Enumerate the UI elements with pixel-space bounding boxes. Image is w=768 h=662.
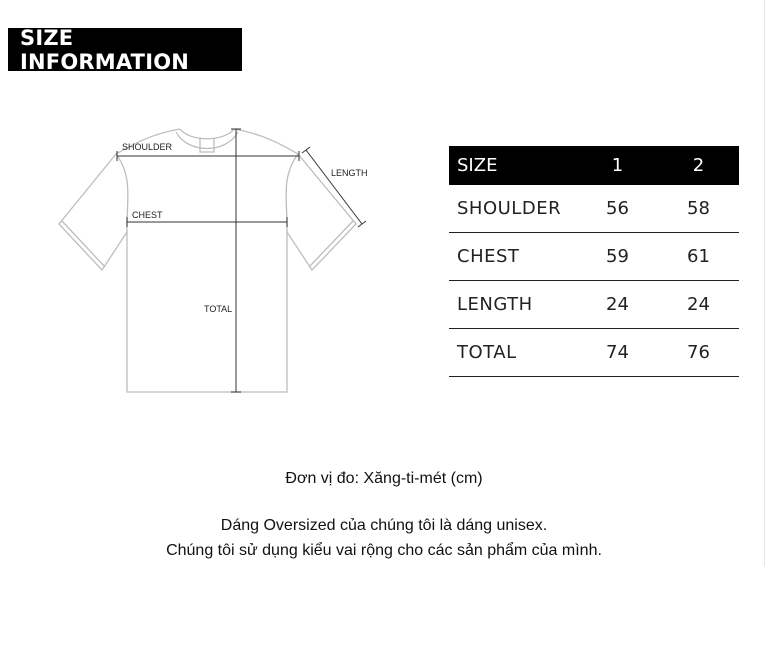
table-row — [449, 185, 739, 233]
diagram-label-shoulder: SHOULDER — [122, 142, 173, 152]
column-header: 2 — [658, 146, 739, 185]
fit-note-line1: Dáng Oversized của chúng tôi là dáng unisex. — [220, 517, 548, 534]
table-row — [449, 329, 739, 377]
tshirt-diagram-svg — [50, 120, 380, 400]
column-header: 1 — [577, 146, 658, 185]
table-cell: 24 — [658, 281, 739, 329]
tshirt-outline — [59, 129, 356, 392]
length-measure-line — [306, 150, 362, 224]
table-cell: 56 — [577, 185, 658, 233]
row-label: TOTAL — [449, 329, 577, 377]
table-cell: 61 — [658, 233, 739, 281]
diagram-label-length: LENGTH — [331, 168, 368, 178]
blank-footer-area — [0, 566, 768, 662]
table-row — [449, 233, 739, 281]
row-label: SHOULDER — [449, 185, 577, 233]
column-header: SIZE — [449, 146, 577, 185]
section-title-text: SIZE INFORMATION — [20, 25, 190, 74]
table-cell: 74 — [577, 329, 658, 377]
table-header-row — [449, 146, 739, 185]
measurement-unit-note: Đơn vị đo: Xăng-ti-mét (cm) — [285, 470, 483, 487]
row-label: LENGTH — [449, 281, 577, 329]
measurement-lines — [117, 129, 366, 392]
diagram-label-total: TOTAL — [204, 304, 233, 314]
tshirt-measurement-diagram — [50, 120, 380, 400]
section-title — [8, 25, 242, 74]
table-row — [449, 281, 739, 329]
table-cell: 76 — [658, 329, 739, 377]
diagram-label-chest: CHEST — [132, 210, 163, 220]
size-chart-table — [449, 146, 739, 377]
table-cell: 59 — [577, 233, 658, 281]
fit-note-line2: Chúng tôi sử dụng kiểu vai rộng cho các sản phẩm của mình. — [166, 542, 602, 559]
table-cell: 24 — [577, 281, 658, 329]
table-cell: 58 — [658, 185, 739, 233]
row-label: CHEST — [449, 233, 577, 281]
